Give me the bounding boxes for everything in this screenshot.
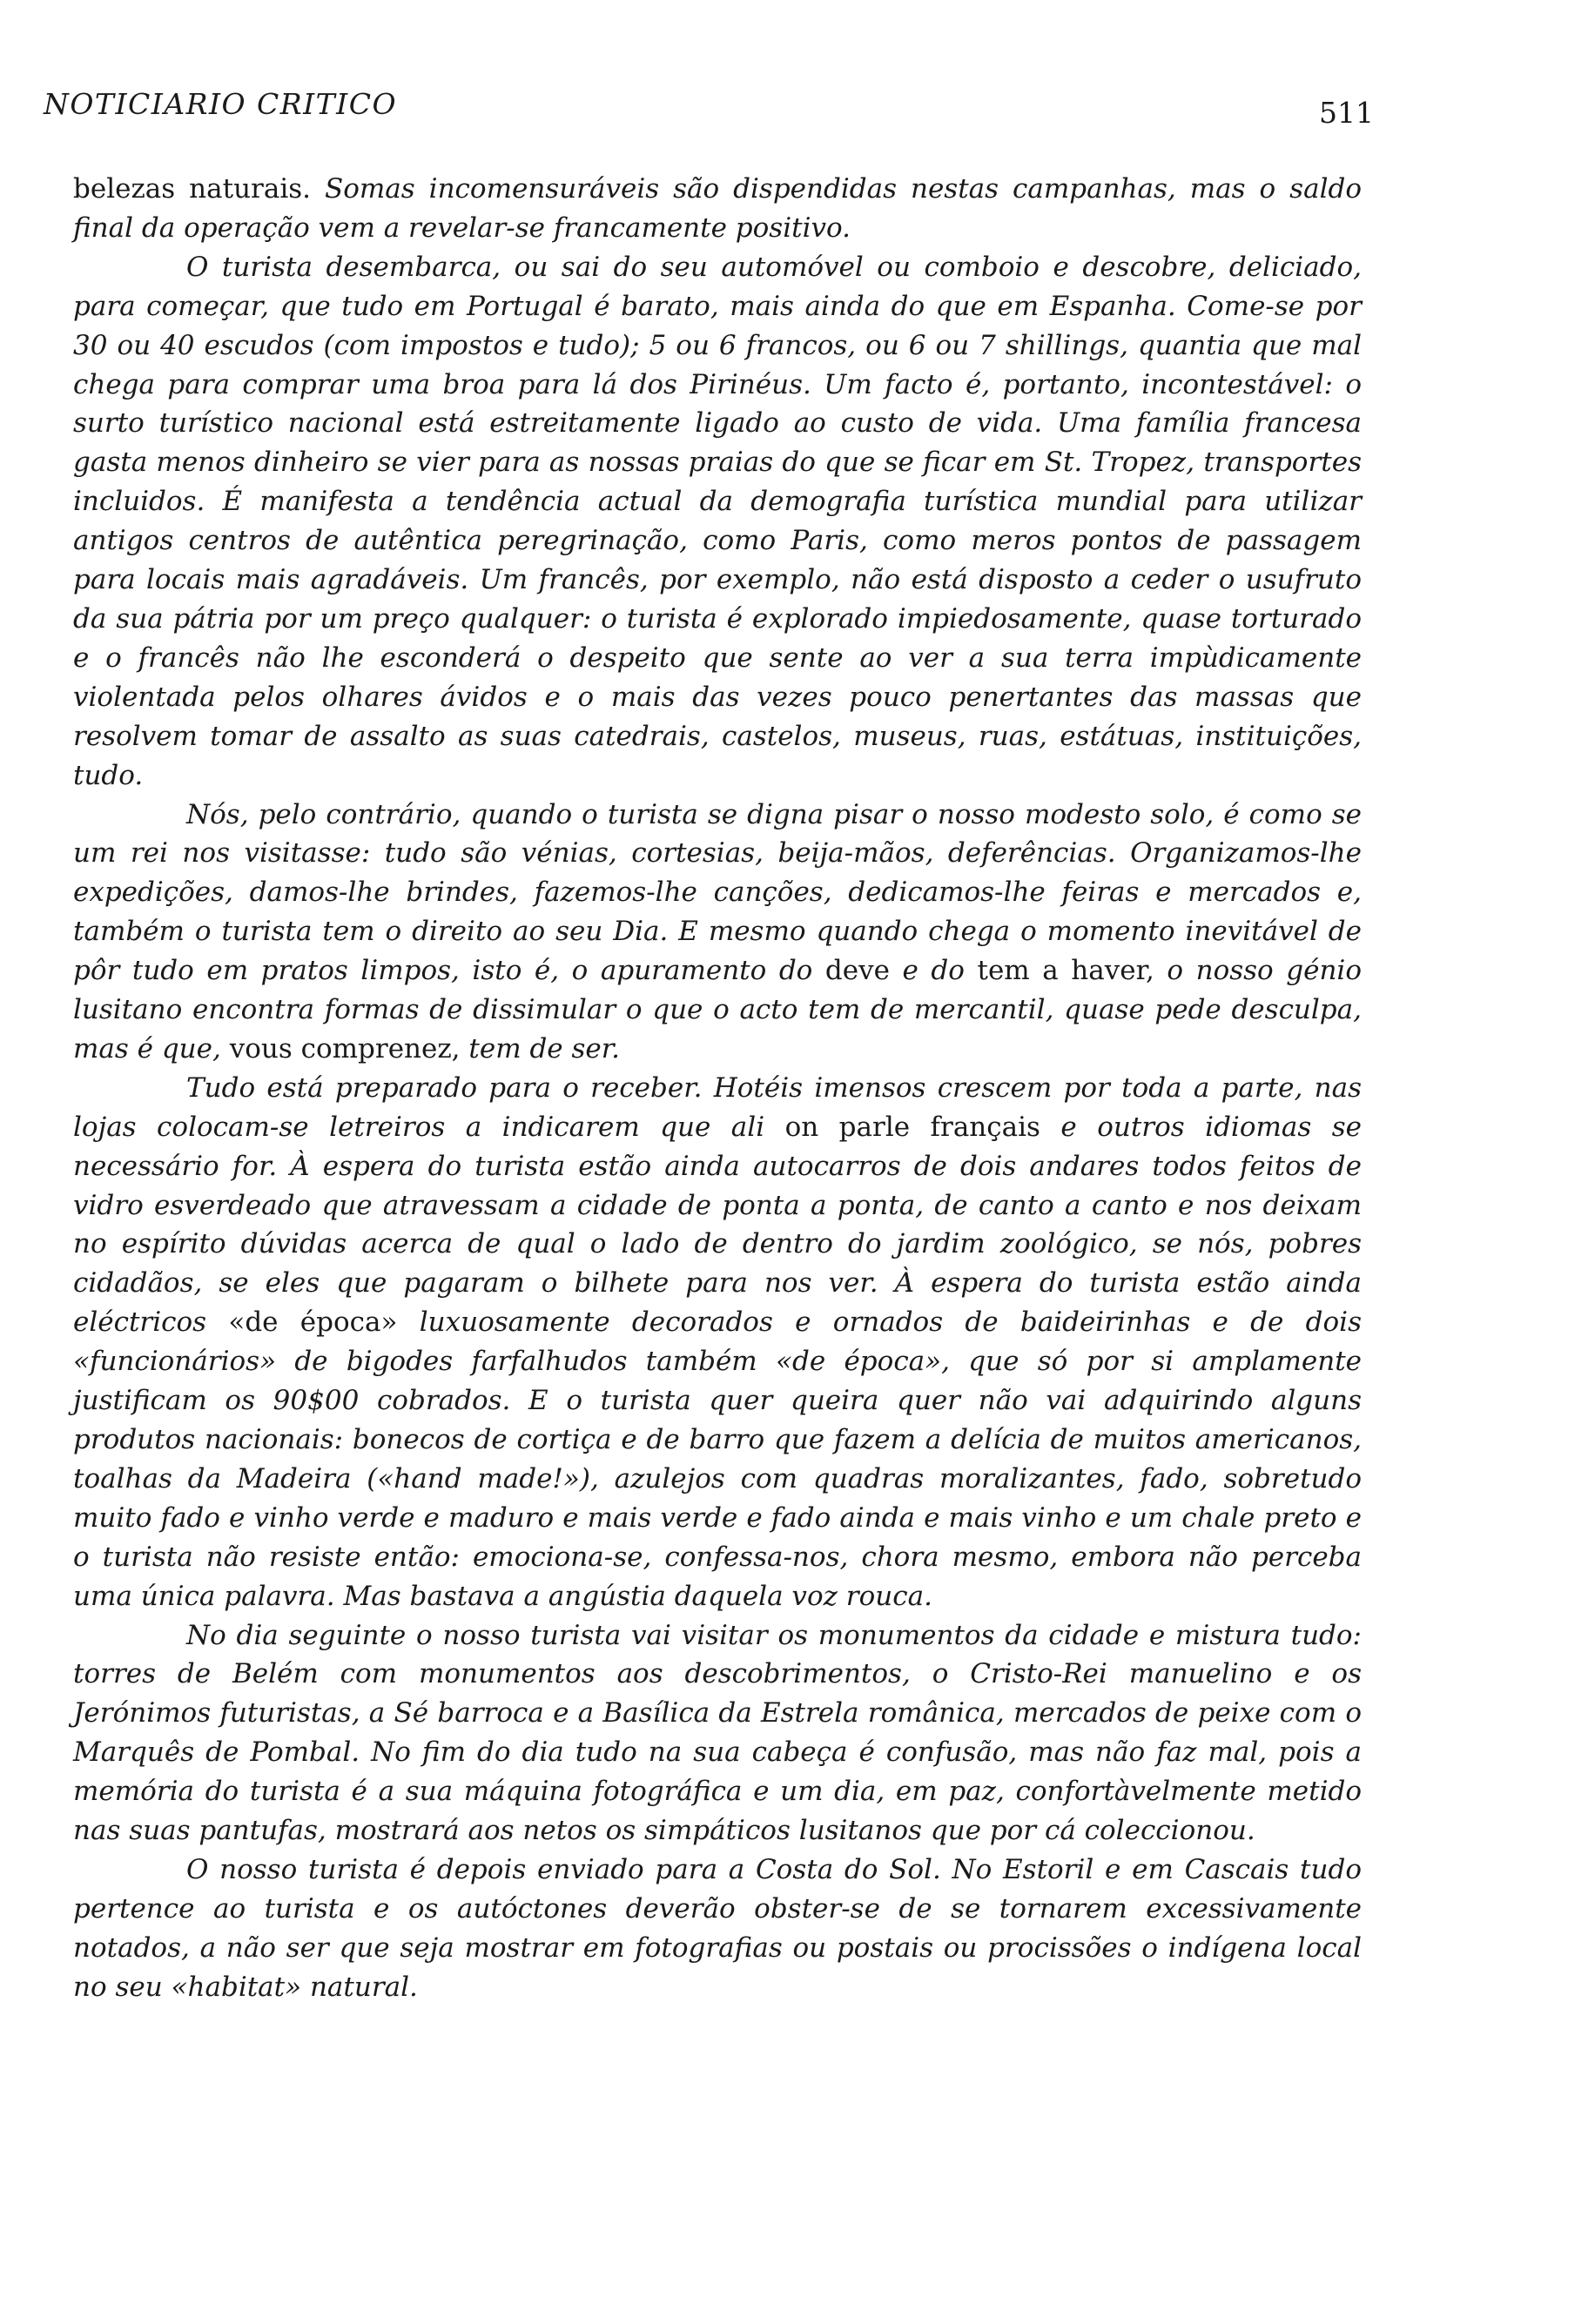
text-run: vous comprenez, <box>229 1032 461 1065</box>
paragraph-2 <box>73 248 1362 796</box>
text-run: deve <box>824 955 890 987</box>
text-run: on parle français <box>784 1111 1040 1143</box>
text-run: luxuosamente decorados e ornados de baideirinhas e de dois «funcionários» de bigodes farfalhudos também «de época», que só por si amplamente justificam os 90$00 cobrados. E o turista quer queira quer não vai adquirindo alguns produtos nacionais: bonecos de cortiça e de barro que fazem a delícia de muitos americanos, toalhas da Madeira («hand made!»), azulejos com quadras moralizantes, fado, sobretudo muito fado e vinho verde e maduro e mais verde e fado ainda e mais vinho e um chale preto e o turista não resiste então: emociona-se, confessa-nos, chora mesmo, embora não perceba uma única palavra. Mas bastava a angústia daquela voz rouca. <box>73 1306 1362 1612</box>
text-run: belezas naturais. <box>73 173 325 205</box>
text-run: O nosso turista é depois enviado para a Costa do Sol. No Estoril e em Cascais tudo pertence ao turista e os autóctones deverão obster-se de se tornarem excessivamente notados, a não ser que seja mostrar em fotografias ou postais ou procissões o indígena local no seu «habitat» natural. <box>73 1853 1362 2003</box>
text-run: tem de ser. <box>460 1032 621 1065</box>
text-run: «de época» <box>228 1306 398 1339</box>
text-run: e do <box>889 955 978 987</box>
page-number: 511 <box>1319 96 1374 130</box>
text-run: Tudo está preparado para o receber. Hotéis imensos crescem por toda a parte, nas lojas colocam-se letreiros a indicarem que ali <box>73 1071 1362 1143</box>
paragraph-3 <box>73 796 1362 1069</box>
text-run: No dia seguinte o nosso turista vai visitar os monumentos da cidade e mistura tudo: torres de Belém com monumentos aos descobrimentos, o Cristo-Rei manuelino e os Jerónimos futuristas, a Sé barroca e a Basílica da Estrela românica, mercados de peixe com o Marquês de Pombal. No fim do dia tudo na sua cabeça é confusão, mas não faz mal, pois a memória do turista é a sua máquina fotográfica e um dia, em paz, confortàvelmente metido nas suas pantufas, mostrará aos netos os simpáticos lusitanos que por cá coleccionou. <box>73 1619 1362 1847</box>
text-run: e outros idiomas se necessário for. À espera do turista estão ainda autocarros de dois andares todos feitos de vidro esverdeado que atravessam a cidade de ponta a ponta, de canto a canto e nos deixam no espírito dúvidas acerca de qual o lado de dentro do jardim zoológico, se nós, pobres cidadãos, se eles que pagaram o bilhete para nos ver. À espera do turista estão ainda eléctricos <box>73 1111 1363 1339</box>
paragraph-5 <box>73 1616 1362 1850</box>
paragraph-6 <box>73 1850 1362 2007</box>
text-run: Nós, pelo contrário, quando o turista se digna pisar o nosso modesto solo, é como se um rei nos visitasse: tudo são vénias, cortesias, beija-mãos, deferências. Organizamos-lhe expedições, damos-lhe brindes, fazemos-lhe canções, dedicamos-lhe feiras e mercados e, também o turista tem o direito ao seu Dia. E mesmo quando chega o momento inevitável de pôr tudo em pratos limpos, isto é, o apuramento do <box>73 798 1362 987</box>
running-title: NOTICIARIO CRITICO <box>44 87 398 121</box>
text-run: Somas incomensuráveis são dispendidas nestas campanhas, mas o saldo final da operação vem a revelar-se francamente positivo. <box>73 173 1362 244</box>
text-run: tem a haver, <box>977 955 1154 987</box>
text-run: o nosso génio lusitano encontra formas de dissimular o que o acto tem de mercantil, quase pede desculpa, mas é que, <box>73 955 1362 1065</box>
body-text <box>73 170 1362 2007</box>
paragraph-4 <box>73 1069 1362 1616</box>
paragraph-1 <box>73 170 1362 248</box>
text-run: O turista desembarca, ou sai do seu automóvel ou comboio e descobre, deliciado, para começar, que tudo em Portugal é barato, mais ainda do que em Espanha. Come-se por 30 ou 40 escudos (com impostos e tudo); 5 ou 6 francos, ou 6 ou 7 shillings, quantia que mal chega para comprar uma broa para lá dos Pirinéus. Um facto é, portanto, incontestável: o surto turístico nacional está estreitamente ligado ao custo de vida. Uma família francesa gasta menos dinheiro se vier para as nossas praias do que se ficar em St. Tropez, transportes incluidos. É manifesta a tendência actual da demografia turística mundial para utilizar antigos centros de autêntica peregrinação, como Paris, como meros pontos de passagem para locais mais agradáveis. Um francês, por exemplo, não está disposto a ceder o usufruto da sua pátria por um preço qualquer: o turista é explorado impiedosamente, quase torturado e o francês não lhe esconderá o despeito que sente ao ver a sua terra impùdicamente violentada pelos olhares ávidos e o mais das vezes pouco penertantes das massas que resolvem tomar de assalto as suas catedrais, castelos, museus, ruas, estátuas, instituições, tudo. <box>73 251 1362 791</box>
